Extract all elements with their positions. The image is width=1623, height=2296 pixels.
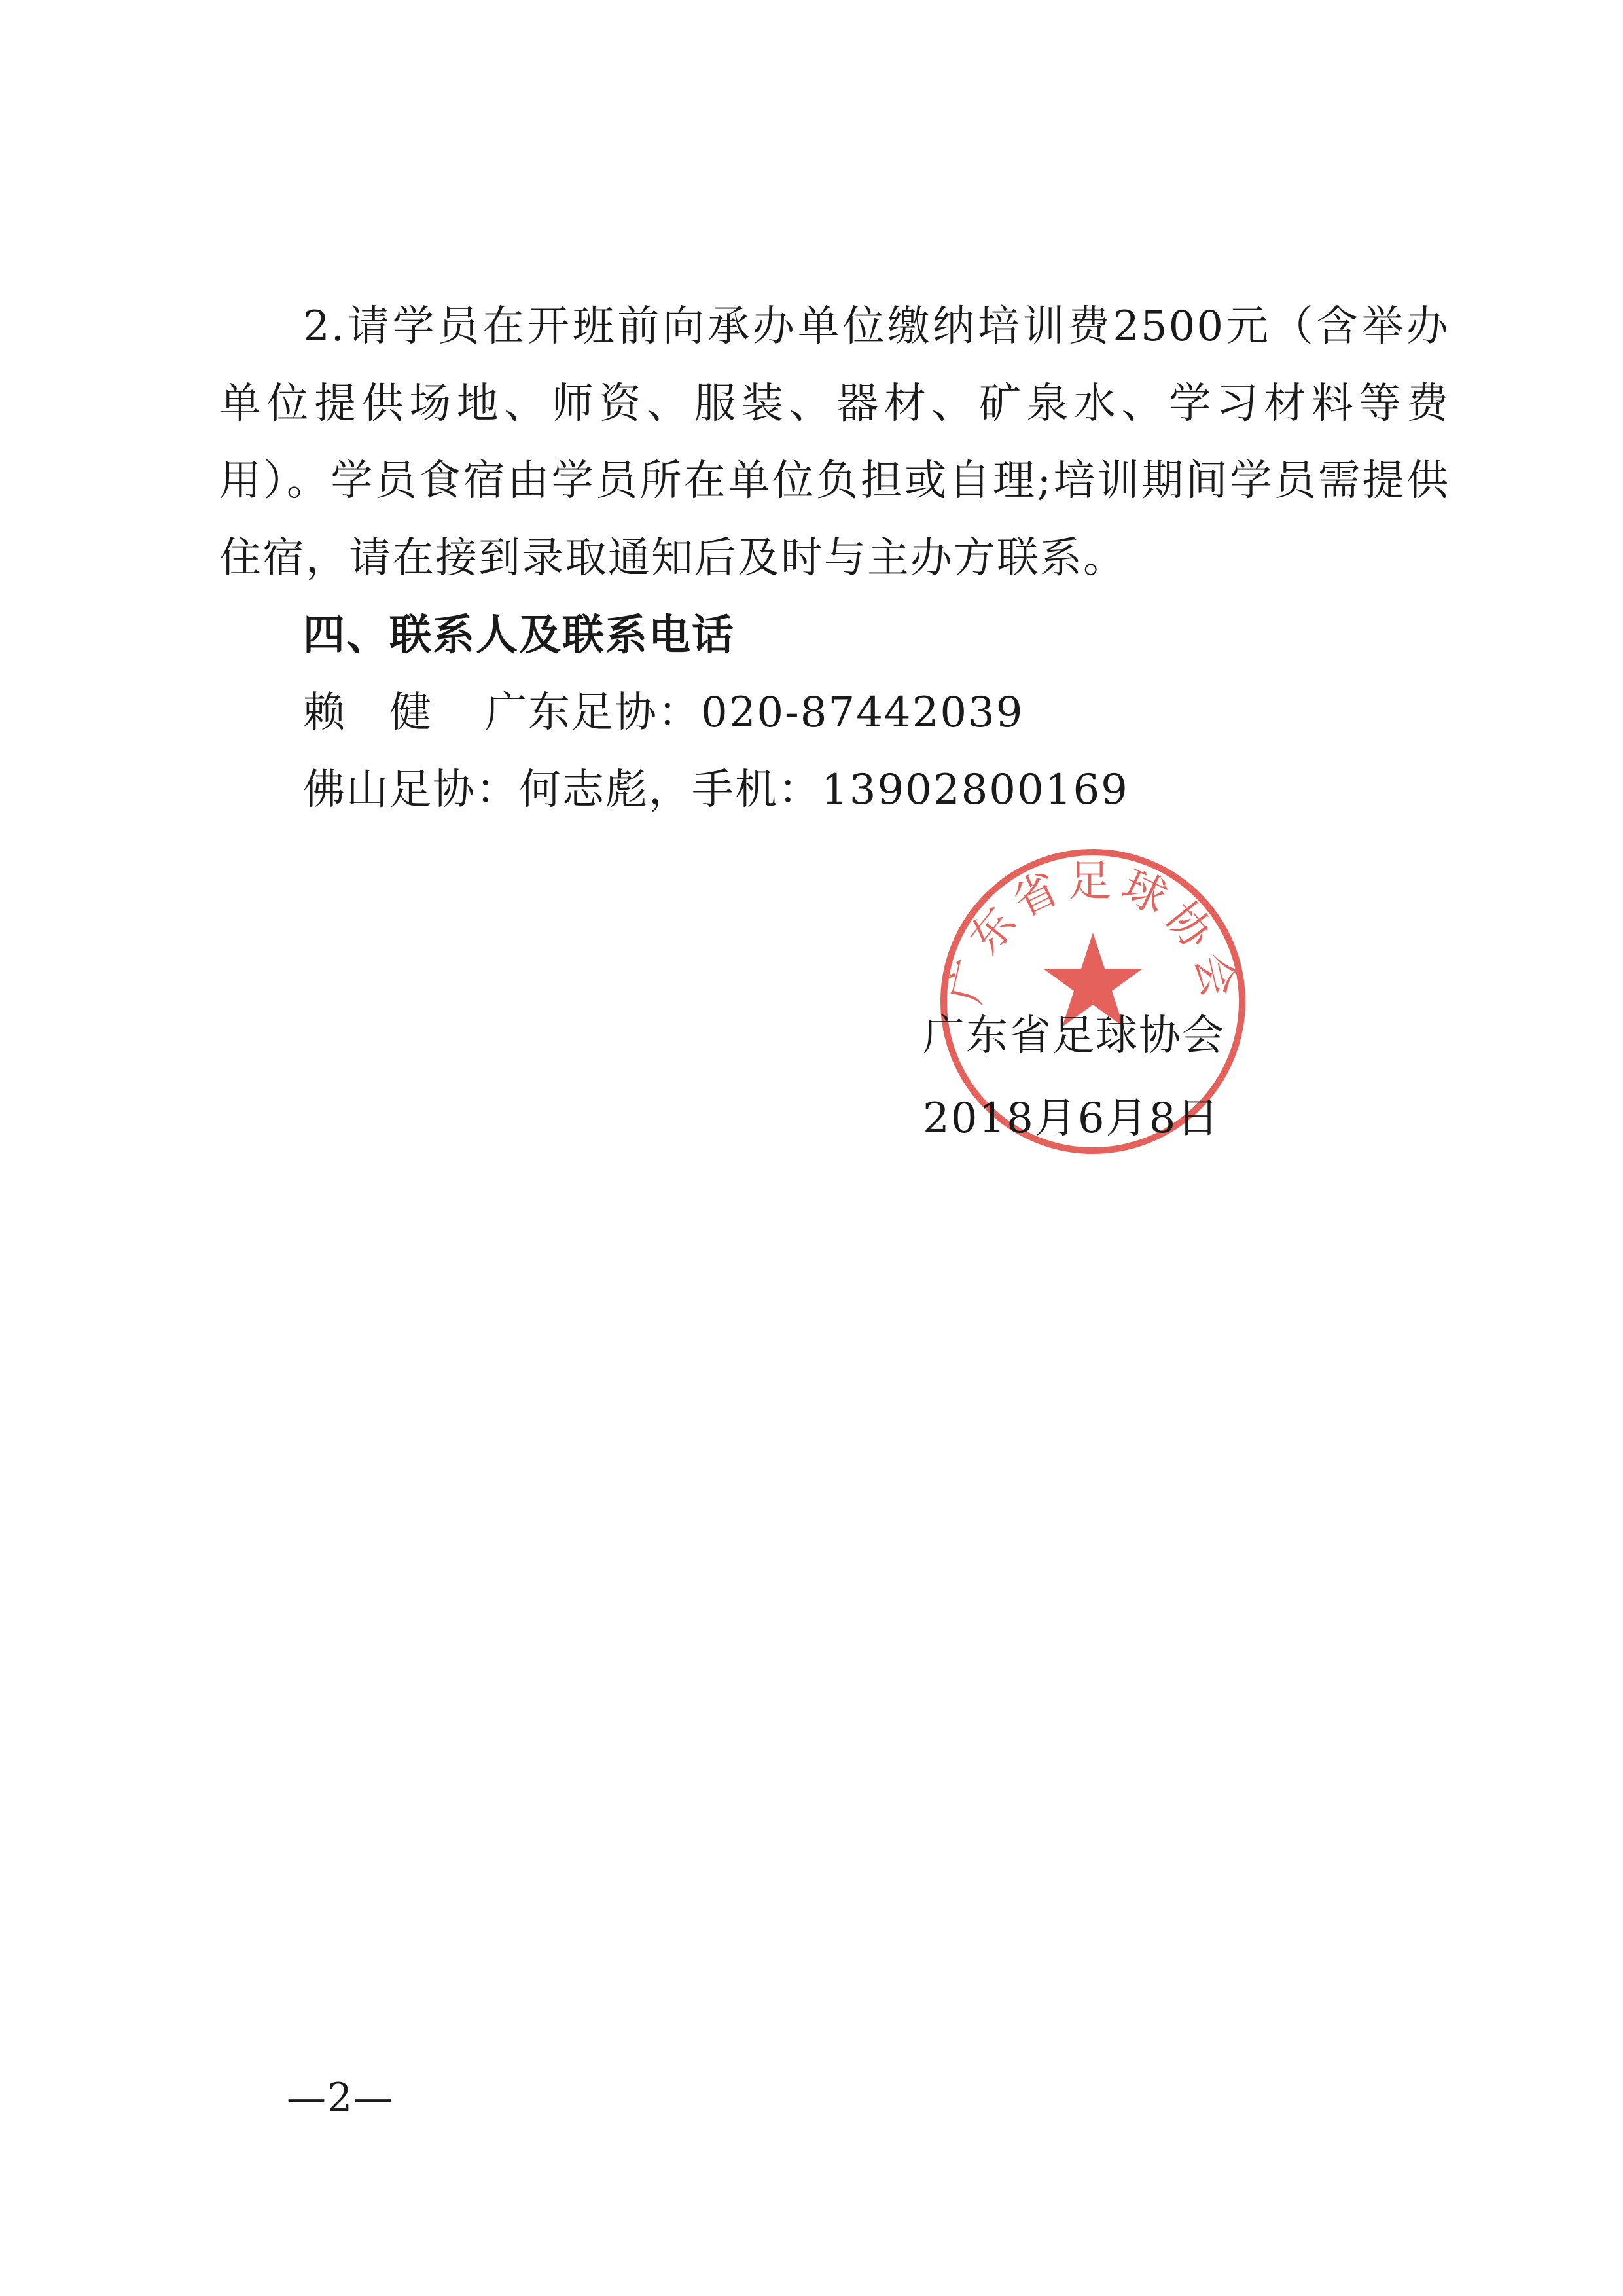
contact-detail: 广东足协：020-87442039 — [485, 689, 1024, 737]
paragraph-fees: 2.请学员在开班前向承办单位缴纳培训费2500元（含举办单位提供场地、师资、服装、器材、矿泉水、学习材料等费用）。学员食宿由学员所在单位负担或自理;培训期间学员需提供住宿，请在接到录取通知后及时与主办方联系。 — [219, 302, 1450, 583]
seal-text: 广东省足球协会 — [940, 855, 1246, 1009]
issuer-name: 广东省足球协会 — [923, 1012, 1225, 1060]
contact-line-foshan: 佛山足协：何志彪，手机：13902800169 — [303, 766, 1129, 814]
issue-date: 2018月6月8日 — [923, 1094, 1221, 1143]
document-body — [219, 288, 1450, 829]
contact-name: 赖 健 — [303, 689, 433, 737]
signature-block — [923, 995, 1225, 1160]
section-heading-contacts: 四、联系人及联系电话 — [303, 611, 735, 660]
page-number: —2— — [287, 2075, 395, 2121]
contact-line-guangdong — [219, 674, 1450, 751]
